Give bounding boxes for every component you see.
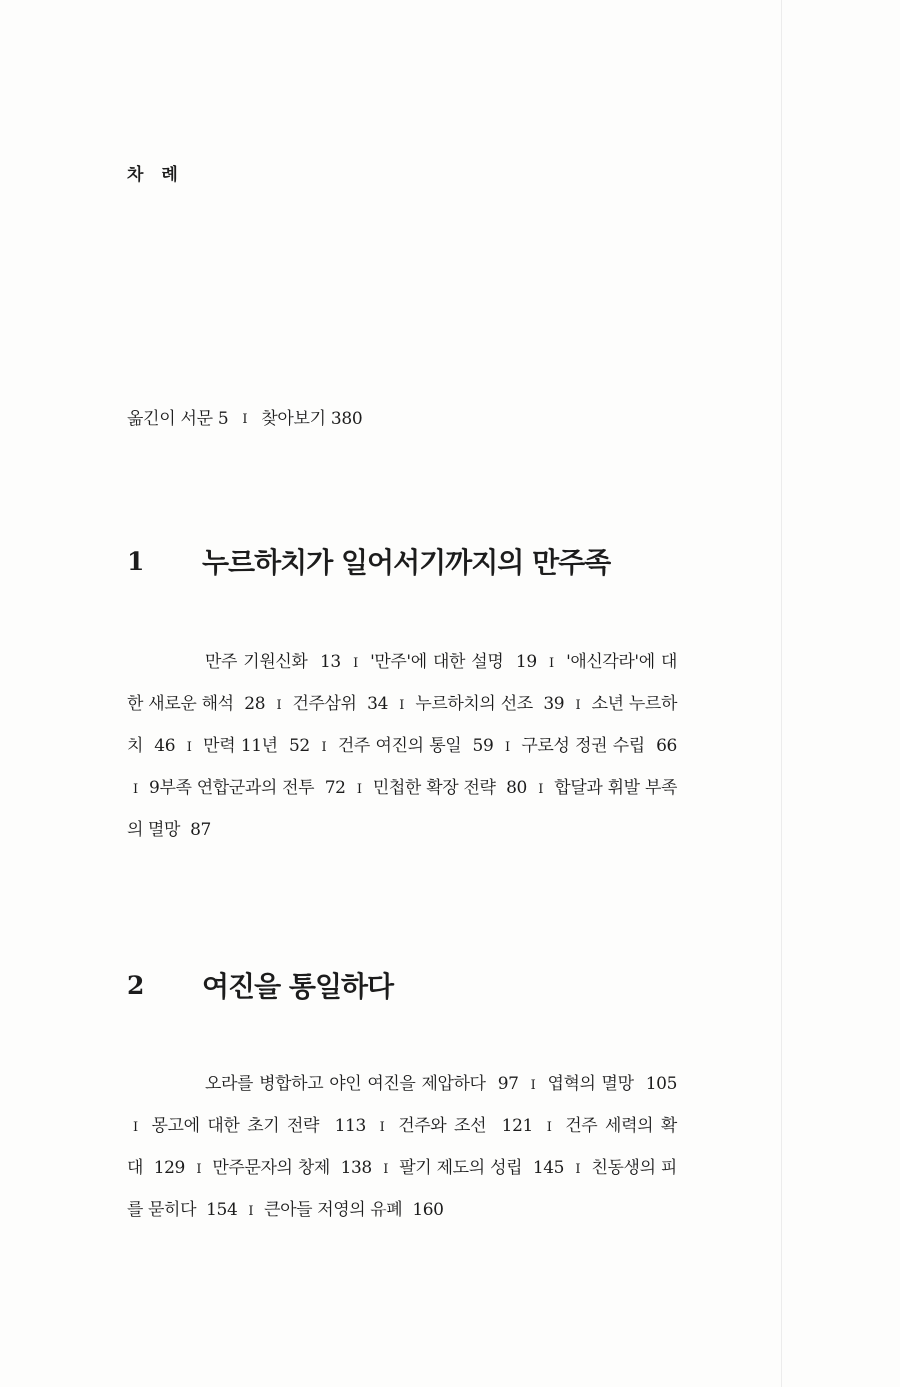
chapter-1-heading[interactable] [127, 541, 610, 581]
toc-entry[interactable] [373, 778, 527, 798]
separator: I [242, 412, 248, 427]
separator: I [321, 740, 327, 755]
separator: I [356, 782, 362, 797]
entry-title: 엽혁의 멸망 [547, 1074, 634, 1094]
separator: I [276, 698, 282, 713]
entry-title: 오라를 병합하고 야인 여진을 제압하다 [205, 1074, 486, 1094]
entry-title: 건주 여진의 통일 [337, 736, 462, 756]
entry-title: 찾아보기 [261, 409, 326, 429]
entry-page: 105 [645, 1074, 677, 1094]
separator: I [186, 740, 192, 755]
separator: I [575, 698, 581, 713]
toc-entry[interactable] [149, 778, 346, 798]
entry-page: 59 [472, 736, 494, 756]
separator: I [248, 1204, 254, 1219]
separator: I [399, 698, 405, 713]
chapter-number: 1 [127, 546, 145, 576]
entry-page: 34 [367, 694, 388, 714]
separator: I [530, 1078, 536, 1093]
entry-title: 옮긴이 서문 [127, 409, 213, 429]
entry-title: 만력 11년 [203, 736, 278, 756]
toc-heading: 차 례 [127, 165, 184, 185]
entry-title: 9부족 연합군과의 전투 [149, 778, 315, 798]
entry-page: 97 [497, 1074, 519, 1094]
toc-entry[interactable] [415, 694, 564, 714]
entry-title: 구로성 정권 수립 [521, 736, 645, 756]
entry-title: 소년 누르하치 [127, 694, 677, 756]
entry-title: 건주와 조선 [398, 1116, 487, 1136]
separator: I [546, 1120, 552, 1135]
separator: I [353, 656, 358, 671]
entry-title: 큰아들 저영의 유폐 [264, 1200, 403, 1220]
entry-title: 친동생의 피를 묻히다 [127, 1158, 677, 1220]
toc-entry[interactable] [338, 736, 494, 756]
entry-page: 113 [334, 1116, 366, 1136]
entry-page: 39 [543, 694, 565, 714]
entry-title: 건주 세력의 확대 [127, 1116, 677, 1178]
toc-entry[interactable] [547, 1074, 677, 1094]
toc-entry[interactable] [370, 652, 537, 672]
separator: I [379, 1120, 385, 1135]
separator: I [133, 782, 138, 797]
entry-page: 46 [154, 736, 176, 756]
entry-title: '애신각라'에 대한 새로운 해석 [127, 652, 678, 714]
chapter-title: 누르하치가 일어서기까지의 만주족 [202, 546, 611, 579]
entry-page: 5 [217, 409, 229, 429]
toc-entry[interactable] [398, 1116, 533, 1136]
toc-entry[interactable] [205, 1074, 519, 1094]
toc-entry[interactable] [264, 1200, 443, 1220]
page-edge-line [781, 0, 782, 1387]
toc-entry[interactable] [205, 652, 341, 672]
entry-title: 몽고에 대한 초기 전략 [151, 1116, 320, 1136]
toc-entry[interactable] [292, 694, 388, 714]
chapter-number: 2 [127, 970, 145, 1000]
entry-page: 154 [206, 1200, 238, 1220]
chapter-2-heading[interactable] [127, 965, 393, 1005]
entry-page: 13 [319, 652, 341, 672]
separator: I [549, 656, 554, 671]
separator: I [538, 782, 544, 797]
entry-page: 138 [340, 1158, 372, 1178]
entry-page: 160 [412, 1200, 444, 1220]
entry-title: 팔기 제도의 성립 [399, 1158, 523, 1178]
entry-title: 합달과 휘발 부족의 멸망 [127, 778, 677, 840]
separator: I [505, 740, 510, 755]
entry-page: 28 [244, 694, 266, 714]
entry-title: '만주'에 대한 설명 [370, 652, 504, 672]
entry-page: 129 [153, 1158, 185, 1178]
entry-page: 145 [532, 1158, 565, 1178]
separator: I [575, 1162, 581, 1177]
front-matter-entry[interactable] [127, 409, 228, 429]
toc-entry[interactable] [399, 1158, 564, 1178]
entry-page: 19 [515, 652, 537, 672]
separator: I [133, 1120, 138, 1135]
separator: I [383, 1162, 388, 1177]
entry-title: 만주 기원신화 [205, 652, 308, 672]
entry-title: 건주삼위 [292, 694, 357, 714]
entry-title: 누르하치의 선조 [415, 694, 533, 714]
chapter-title: 여진을 통일하다 [202, 970, 394, 1003]
front-matter-entry[interactable] [261, 409, 362, 429]
separator: I [196, 1162, 202, 1177]
entry-page: 87 [190, 820, 211, 840]
chapter-2-entries [127, 1064, 677, 1232]
entry-title: 민첩한 확장 전략 [372, 778, 496, 798]
front-matter-line [127, 404, 362, 429]
toc-entry[interactable] [212, 1158, 371, 1178]
entry-page: 380 [330, 409, 363, 429]
entry-page: 72 [324, 778, 346, 798]
entry-page: 66 [656, 736, 677, 756]
entry-page: 121 [501, 1116, 533, 1136]
chapter-1-entries [127, 642, 677, 851]
entry-page: 80 [506, 778, 527, 798]
entry-title: 만주문자의 창제 [212, 1158, 330, 1178]
toc-entry[interactable] [521, 736, 677, 756]
toc-entry[interactable] [152, 1116, 366, 1136]
toc-entry[interactable] [203, 736, 310, 756]
entry-page: 52 [288, 736, 310, 756]
